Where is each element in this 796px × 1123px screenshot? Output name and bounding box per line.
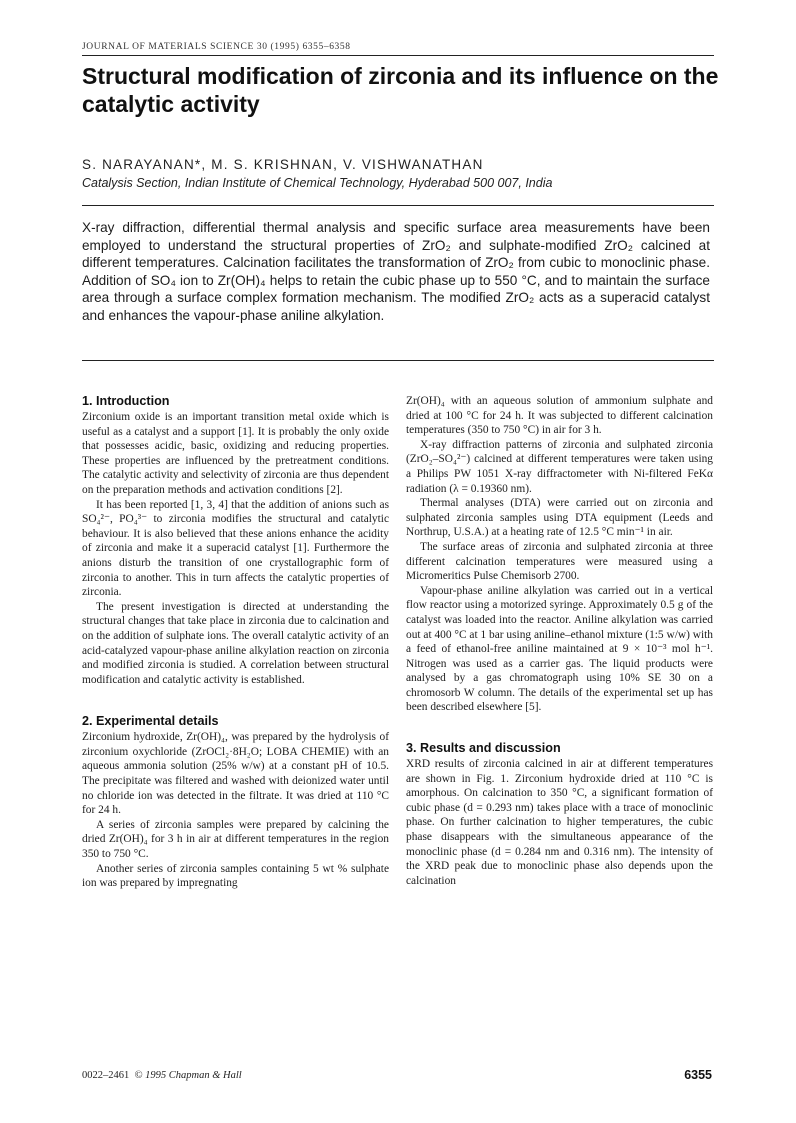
section-heading-experimental: 2. Experimental details bbox=[82, 714, 219, 729]
journal-header: JOURNAL OF MATERIALS SCIENCE 30 (1995) 6355–6358 bbox=[82, 42, 351, 52]
intro-paragraph-2: It has been reported [1, 3, 4] that the addition of anions such as SO₄²⁻, PO₄³⁻ to zirconia modifies the structural and catalytic behaviour. It is also believed that these anions enhance the acidity of zirconia and make it a superacid catalyst [1]. Furthermore the anions disturb the transition of one crystallographic form of zirconia to another. This in turn affects the catalytic properties of zirconia. bbox=[82, 498, 389, 599]
issn: 0022–2461 bbox=[82, 1070, 130, 1081]
right-column bbox=[406, 394, 713, 888]
section-heading-introduction: 1. Introduction bbox=[82, 394, 170, 408]
author-list: S. NARAYANAN*, M. S. KRISHNAN, V. VISHWANATHAN bbox=[82, 157, 484, 172]
intro-paragraph-1: Zirconium oxide is an important transition metal oxide which is useful as a catalyst and a support [1]. It is probably the only oxide that possesses acidic, basic, oxidizing and reducing properties. These properties are influenced by the pretreatment conditions. The catalytic activity and selectivity of zirconia are thus dependent on the preparation methods and activation conditions [2]. bbox=[82, 411, 389, 496]
experimental-paragraph-3: Another series of zirconia samples containing 5 wt % sulphate ion was prepared by impregnating bbox=[82, 862, 389, 890]
results-paragraph-1: XRD results of zirconia calcined in air at different temperatures are shown in Fig. 1. Zirconium hydroxide dried at 110 °C is amorphous. On calcination to 350 °C, a significant formation of cubic phase (d = 0.293 nm) takes place with a trace of monoclinic phase. On further calcination to higher temperatures, the cubic phase disappears with the simultaneous appearance of the monoclinic phase (d = 0.284 nm and 0.316 nm). The intensity of the XRD peak due to monoclinic phase also depends upon the calcination bbox=[406, 758, 713, 887]
footer-left bbox=[82, 1070, 242, 1081]
paper-title: Structural modification of zirconia and its influence on the catalytic activity bbox=[82, 63, 719, 117]
header-rule bbox=[82, 55, 714, 56]
affiliation: Catalysis Section, Indian Institute of Chemical Technology, Hyderabad 500 007, India bbox=[82, 176, 553, 190]
copyright: © 1995 Chapman & Hall bbox=[134, 1070, 242, 1081]
experimental-paragraph-2: A series of zirconia samples were prepared by calcining the dried Zr(OH)₄ for 3 h in air at different temperatures in the region 350 to 750 °C. bbox=[82, 818, 389, 861]
experimental-paragraph-3-continued: Zr(OH)₄ with an aqueous solution of ammonium sulphate and dried at 100 °C for 24 h. It was subjected to different calcination temperatures (350 to 750 °C) in air for 3 h. bbox=[406, 395, 713, 437]
left-column bbox=[82, 394, 389, 891]
page-number: 6355 bbox=[684, 1068, 712, 1082]
experimental-paragraph-7: Vapour-phase aniline alkylation was carried out in a vertical flow reactor using a motorized syringe. Approximately 0.5 g of the catalyst was loaded into the reactor. Aniline alkylation was carried out at 400 °C at 1 bar using aniline–ethanol mixture (1:5 w/w) with a feed of ethanol-free aniline maintained at 9 × 10⁻³ mol h⁻¹. Nitrogen was used as a carrier gas. The liquid products were analysed by a gas chromatograph using 10% SE 30 on a chromosorb W column. The details of the experimental set up has been described elsewhere [5]. bbox=[406, 584, 713, 714]
abstract-bottom-rule bbox=[82, 360, 714, 361]
abstract: X-ray diffraction, differential thermal analysis and specific surface area measurements have been employed to understand the structural properties of ZrO₂ and sulphate-modified ZrO₂ calcined at different temperatures. Calcination facilitates the transformation of ZrO₂ from cubic to monoclinic phase. Addition of SO₄ ion to Zr(OH)₄ helps to retain the cubic phase up to 550 °C, and to maintain the surface area through a surface complex formation mechanism. The modified ZrO₂ acts as a superacid catalyst and enhances the vapour-phase aniline alkylation. bbox=[82, 220, 710, 323]
experimental-paragraph-4: X-ray diffraction patterns of zirconia and sulphated zirconia (ZrO₂–SO₄²⁻) calcined at different temperatures were taken using a Philips PW 1051 X-ray diffractometer with Ni-filtered FeKα radiation (λ = 0.19360 nm). bbox=[406, 438, 713, 495]
section-heading-results: 3. Results and discussion bbox=[406, 741, 561, 756]
experimental-paragraph-1: Zirconium hydroxide, Zr(OH)₄, was prepared by the hydrolysis of zirconium oxychloride (ZrOCl₂·8H₂O; LOBA CHEMIE) with an aqueous ammonia solution (25% w/w) at a constant pH of 10.5. The precipitate was filtered and washed with deionized water until no chloride ion was detected in the filtrate. It was dried at 110 °C for 24 h. bbox=[82, 731, 389, 817]
experimental-paragraph-5: Thermal analyses (DTA) were carried out on zirconia and sulphated zirconia samples using DTA equipment (Leeds and Northrup, U.S.A.) at a heating rate of 12.5 °C min⁻¹ in air. bbox=[406, 497, 713, 539]
abstract-top-rule bbox=[82, 205, 714, 206]
experimental-paragraph-6: The surface areas of zirconia and sulphated zirconia at three different calcination temperatures were measured using a Micromeritics Pulse Chemisorb 2700. bbox=[406, 540, 713, 583]
intro-paragraph-3: The present investigation is directed at understanding the structural changes that take place in zirconia due to calcination and on the addition of sulphate ions. The overall catalytic activity of an acid-catalyzed vapour-phase aniline alkylation reaction on zirconia and modified zirconia is studied. A correlation between structural modification and catalytic activity is established. bbox=[82, 600, 389, 686]
